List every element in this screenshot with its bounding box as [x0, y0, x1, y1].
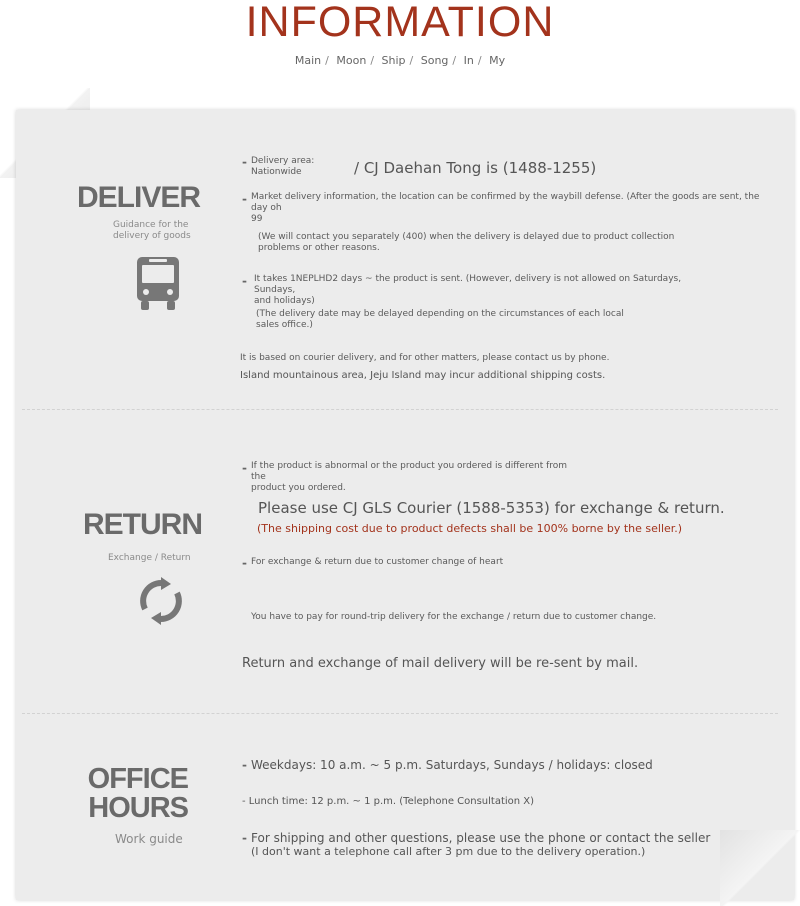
breadcrumb-item[interactable]: My [489, 54, 506, 67]
delivery-days: It takes 1NEPLHD2 days ~ the product is sent. (However, delivery is not allowed on Saturdays, Sundays, and holidays) [254, 274, 682, 306]
breadcrumb-item[interactable]: Song [420, 54, 449, 67]
market-delivery-info: Market delivery information, the location can be confirmed by the waybill defense. (After the goods are sent, the day oh 99 [251, 192, 760, 224]
delivery-area: Delivery area: Nationwide [251, 156, 315, 177]
page-curl-bottom-right [720, 830, 800, 906]
delay-note: (The delivery date may be delayed depending on the circumstances of each local sales office.) [256, 309, 624, 330]
abnormal-product: If the product is abnormal or the product you ordered is different from the product you ordered. [251, 461, 568, 493]
return-subtitle: Exchange / Return [108, 553, 191, 563]
breadcrumb-item[interactable]: Main [294, 54, 322, 67]
bullet-dash: - [242, 831, 247, 845]
courier-note: It is based on courier delivery, and for other matters, please contact us by phone. [240, 353, 610, 363]
shipping-questions: For shipping and other questions, please use the phone or contact the seller (I don't want a telephone call after 3 pm due to the delivery operation.) [251, 831, 711, 858]
bullet-dash: - [242, 758, 247, 772]
office-hours-heading: OFFICE HOURS [87, 763, 188, 824]
page-title: INFORMATION [245, 0, 555, 46]
contact-note: (We will contact you separately (400) when the delivery is delayed due to product collection problems or other reasons. [258, 232, 675, 253]
office-subtitle: Work guide [115, 832, 183, 846]
mail-note: Return and exchange of mail delivery will be re-sent by mail. [242, 656, 639, 671]
bullet-dash: - [242, 274, 247, 288]
island-note: Island mountainous area, Jeju Island may incur additional shipping costs. [240, 370, 606, 381]
bus-icon [135, 255, 181, 313]
weekdays-hours: Weekdays: 10 a.m. ~ 5 p.m. Saturdays, Sundays / holidays: closed [251, 758, 653, 772]
return-heading: RETURN [83, 508, 202, 541]
refresh-icon [137, 577, 185, 625]
lunch-time: - Lunch time: 12 p.m. ~ 1 p.m. (Telephone Consultation X) [242, 796, 535, 807]
breadcrumb-item[interactable]: Moon [336, 54, 367, 67]
breadcrumb: Main / Moon / Ship / Song / In / My [294, 54, 506, 67]
bullet-dash: - [242, 155, 247, 169]
bullet-dash: - [242, 192, 247, 206]
seller-cost-note: (The shipping cost due to product defects shall be 100% borne by the seller.) [257, 522, 683, 535]
return-courier: Please use CJ GLS Courier (1588-5353) for exchange & return. [258, 499, 725, 517]
breadcrumb-item[interactable]: Ship [381, 54, 406, 67]
deliver-heading: DELIVER [77, 181, 201, 214]
section-divider [22, 713, 778, 714]
deliver-subtitle: Guidance for the delivery of goods [113, 220, 191, 241]
bullet-dash: - [242, 461, 247, 475]
roundtrip-note: You have to pay for round-trip delivery for the exchange / return due to customer change. [251, 612, 657, 622]
heart-change: For exchange & return due to customer change of heart [251, 557, 504, 567]
section-divider [22, 409, 778, 410]
bullet-dash: - [242, 556, 247, 570]
deliver-courier: / CJ Daehan Tong is (1488-1255) [354, 159, 597, 177]
breadcrumb-item[interactable]: In [463, 54, 474, 67]
